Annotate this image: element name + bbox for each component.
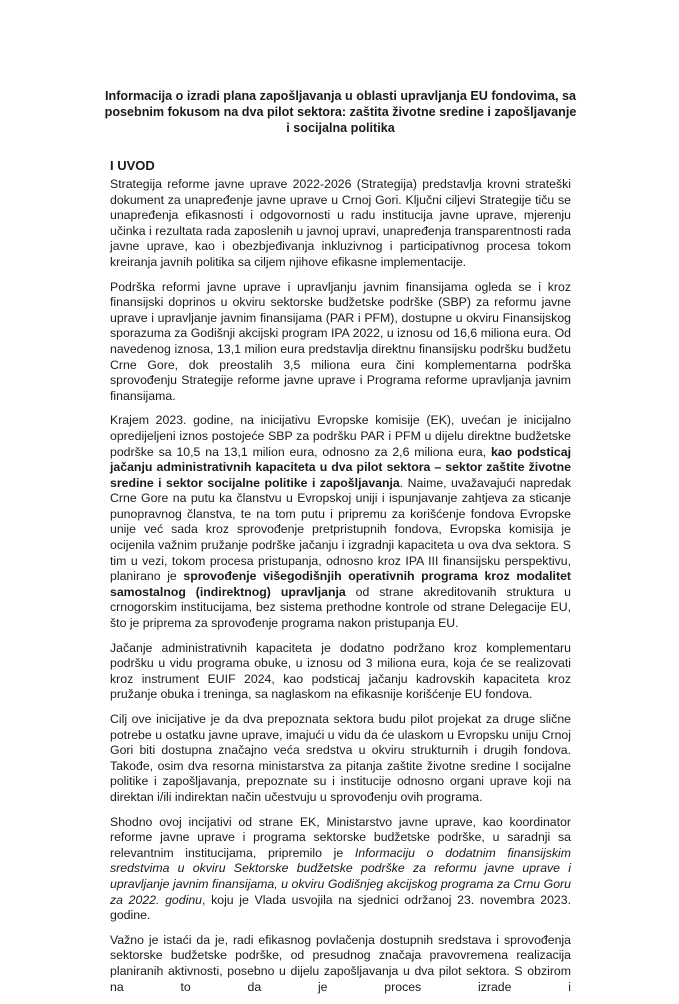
paragraph-strategy — [110, 177, 571, 271]
text: Krajem 2023. godine, na inicijativu Evropske komisije (EK), uvećan je inicijalno opredijeljeni iznos postojeće SBP za podršku PAR i PFM u dijelu direktne budžetske podrške sa 10,5 na 13,1 milion eura, odnosno za 2,6 miliona eura, — [110, 413, 571, 459]
text: . Naime, uvažavajući napredak Crne Gore na putu ka članstvu u Evropskoj uniji i ispunjavanje zahtjeva za sticanje punopravnog članstva, te na tom putu i pripremu za korišćenje fondova Evropske unije već sada kroz sprovođenje pretpristupnih fondova, Evropska komisija je ocijenila važnim pružanje podrške jačanju i izgradnji kapaciteta u ova dva sektora. S tim u vezi, tokom procesa pristupanja, odnosno kroz IPA III finansijsku perspektivu, planirano je — [110, 475, 571, 584]
paragraph-importance — [110, 933, 571, 995]
text: Shodno ovoj incijativi od strane EK, Ministarstvo javne uprave, kao koordinator reforme javne uprave i programa sektorske budžetske podrške, u saradnji sa relevantnim institucijama, pripremilo je — [110, 814, 571, 860]
section-heading: I UVOD — [110, 158, 155, 173]
paragraph-ek-initiative — [110, 413, 571, 631]
text: Važno je istaći da je, radi efikasnog povlačenja dostupnih sredstava i sprovođenja sektorske budžetske podrške, od presudnog značaja pravovremena realizacija planiranih aktivnosti, posebno u dijelu zapošljavanja u dva pilot sektora. S obzirom na to da je proces izrade i — [110, 932, 571, 994]
text: , koju je Vlada usvojila na sjednici održanoj 23. novembra 2023. godine. — [110, 892, 572, 923]
text: Cilj ove inicijative je da dva prepoznata sektora budu pilot projekat za druge slične potrebe u ostatku javne uprave, imajući u vidu da će ulaskom u Evropsku uniju Crnoj Gori biti dostupna značajno veća sredstva u okviru strukturnih i drugih fondova. Takođe, osim dva resorna ministarstva za pitanja zaštite životne sredine I socijalne politike i zapošljavanja, prepoznate su i institucije odnosno organi uprave koji na direktan i/ili indirektan način učestvuju u sprovođenju ovih programa. — [110, 712, 571, 804]
paragraph-ministry — [110, 815, 571, 924]
document-title: Informacija o izradi plana zapošljavanja u oblasti upravljanja EU fondovima, sa posebnim fokusom na dva pilot sektora: zaštita životne sredine i zapošljavanje i socijalna politika — [104, 89, 577, 135]
text: Strategija reforme javne uprave 2022-2026 (Strategija) predstavlja krovni strateški dokument za unapređenje javne uprave u Crnoj Gori. Ključni ciljevi Strategije tiču se unapređenja efikasnosti i odgovornosti u radu institucija javne uprave, mjerenju učinka i rezultata rada zaposlenih u javnoj upravi, unapređenja transparentnosti rada javne uprave, kao i obezbjeđivanja inkluzivnog i participativnog procesa tokom kreiranja javnih politika sa ciljem njihove efikasne implementacije. — [110, 177, 571, 269]
bold-text: sprovođenje višegodišnjih operativnih programa kroz modalitet samostalnog (indirektnog) upravljanja — [110, 569, 572, 599]
text: od strane akreditovanih struktura u crnogorskim institucijama, bez sistema prethodne kontrole od strane Delegacije EU, što je priprema za sprovođenje programa nakon pristupanja EU. — [110, 584, 571, 631]
paragraph-budget-support — [110, 280, 571, 405]
paragraph-training — [110, 641, 571, 703]
document-page — [104, 88, 577, 1004]
bold-text: kao podsticaj jačanju administrativnih kapaciteta u dva pilot sektora – sektor zaštite životne sredine i sektor socijalne politike i zapošljavanja — [110, 444, 571, 490]
text: Jačanje administrativnih kapaciteta je dodatno podržano kroz komplementaru podršku u vidu programa obuke, u iznosu od 3 miliona eura, koja će se realizovati kroz instrument EUIF 2024, kao podsticaj jačanju kadrovskih kapaciteta kroz pružanje obuka i treninga, sa naglaskom na efikasnije korišćenje EU fondova. — [110, 640, 571, 702]
paragraph-goal — [110, 712, 571, 806]
text: Podrška reformi javne uprave i upravljanju javnim finansijama ogleda se i kroz finansijski doprinos u okviru sektorske budžetske podrške (SBP) za reformu javne uprave i upravljanje javnim finansijama (PAR i PFM), dostupne u okviru Finansijskog sporazuma za Godišnji akcijski program IPA 2022, u iznosu od 16,6 miliona eura. Od navedenog iznosa, 13,1 milion eura predstavlja direktnu finansijsku podršku budžetu Crne Gore, dok preostalih 3,5 miliona eura čini komplementarna podrška sprovođenju Strategije reforme javne uprave i Programa reforme upravljanja javnim finansijama. — [110, 279, 571, 403]
italic-document-title: Informaciju o dodatnim finansijskim sredstvima u okviru Sektorske budžetske podrške za reformu javne uprave i upravljanje javnim finansijama, u okviru Godišnjeg akcijskog programa za Crnu Goru za 2022. godinu — [110, 845, 571, 907]
